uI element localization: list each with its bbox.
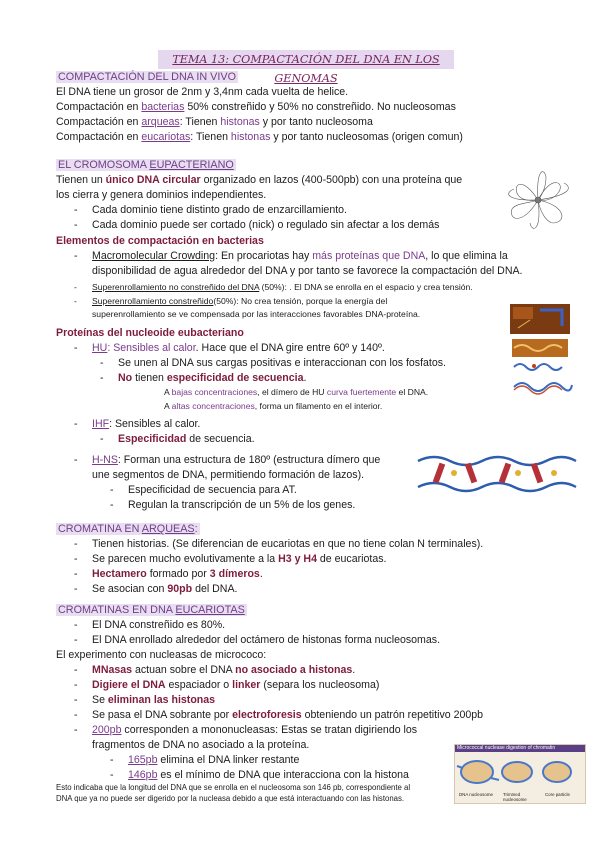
text-line: fragmentos de DNA no asociado a la proteína. bbox=[92, 739, 310, 751]
list-item: - Cada dominio tiene distinto grado de enzarcillamiento. bbox=[74, 204, 347, 216]
list-item-ihf: - IHF: Sensibles al calor. bbox=[74, 418, 201, 430]
note-line: DNA que ya no puede ser digerido por la nucleasa debido a que está interactuando con las histonas. bbox=[56, 794, 405, 803]
section-heading-proteinas: Proteínas del nucleoide eubacteriano bbox=[56, 327, 244, 339]
list-item: - Superenrollamiento no constreñido del DNA (50%): . El DNA se enrolla en el espacio y crea tensión. bbox=[74, 282, 473, 292]
section-heading-in-vivo: COMPACTACIÓN DEL DNA IN VIVO bbox=[58, 71, 236, 83]
list-item: - Especificidad de secuencia para AT. bbox=[110, 484, 297, 496]
text-line: Compactación en bacterias 50% constreñido y 50% no constreñido. No nucleosomas bbox=[56, 101, 456, 113]
text-line: los cierra y genera dominios independientes. bbox=[56, 189, 267, 201]
list-item-hns: - H-NS: Forman una estructura de 180º (estructura dímero que bbox=[74, 454, 381, 466]
list-item: - Macromolecular Crowding: En procariotas hay más proteínas que DNA, lo que elimina la bbox=[74, 250, 508, 262]
list-item: - Se parecen mucho evolutivamente a la H3 y H4 de eucariotas. bbox=[74, 553, 387, 565]
hu-micrograph-figure bbox=[510, 304, 570, 334]
text-line: Compactación en eucariotas: Tienen histonas y por tanto nucleosomas (origen comun) bbox=[56, 131, 463, 143]
list-item: - No tienen especificidad de secuencia. bbox=[100, 372, 307, 384]
list-item: - 165pb elimina el DNA linker restante bbox=[110, 754, 300, 766]
figure-caption-3: Core particle bbox=[545, 792, 570, 797]
list-item: - El DNA constreñido es 80%. bbox=[74, 619, 226, 631]
hns-bridging-figure bbox=[414, 447, 582, 503]
list-item: - Digiere el DNA espaciador o linker (separa los nucleosoma) bbox=[74, 679, 380, 691]
nucleosome-drawing bbox=[455, 752, 585, 792]
text-line: A bajas concentraciones, el dímero de HU curva fuertemente el DNA. bbox=[164, 387, 429, 397]
list-item: - Se pasa el DNA sobrante por electroforesis obteniendo un patrón repetitivo 200pb bbox=[74, 709, 484, 721]
list-item: - 146pb es el mínimo de DNA que interacciona con la histona bbox=[110, 769, 409, 781]
list-item: - Tienen historias. (Se diferencian de eucariotas en que no tiene colan N terminales). bbox=[74, 538, 484, 550]
list-item: - Se asocian con 90pb del DNA. bbox=[74, 583, 238, 595]
figure-header: Micrococcal nuclease digestion of chromatin bbox=[455, 745, 585, 752]
text-line: disponibilidad de agua alrededor del DNA y por tanto se favorece la compactación del DNA. bbox=[92, 265, 523, 277]
text-line: A altas concentraciones, forma un filamento en el interior. bbox=[164, 401, 383, 411]
section-heading-elementos: Elementos de compactación en bacterias bbox=[56, 235, 264, 247]
list-item: - 200pb corresponden a mononucleasas: Estas se tratan digiriendo los bbox=[74, 724, 418, 736]
text-line: El experimento con nucleasas de micrococo: bbox=[56, 649, 267, 661]
chromosome-loops-figure bbox=[502, 165, 574, 235]
list-item: - Superenrollamiento constreñido(50%): No crea tensión, porque la energía del bbox=[74, 296, 388, 306]
figure-caption-1: DNA nucleosome bbox=[459, 792, 493, 797]
list-item: - Se eliminan las histonas bbox=[74, 694, 216, 706]
list-item: - Regulan la transcripción de un 5% de los genes. bbox=[110, 499, 356, 511]
list-item-hu: - HU: Sensibles al calor. Hace que el DNA gire entre 60º y 140º. bbox=[74, 342, 385, 354]
section-heading-eupacteriano: EL CROMOSOMA EUPACTERIANO bbox=[58, 159, 234, 171]
note-line: Esto indicaba que la longitud del DNA que se enrolla en el nucleosoma son 146 pb, correspondiente al bbox=[56, 783, 411, 792]
page-title: TEMA 13: COMPACTACIÓN DEL DNA EN LOS GENOMAS bbox=[158, 50, 454, 69]
list-item: - Especificidad de secuencia. bbox=[100, 433, 255, 445]
list-item: - Hectamero formado por 3 dímeros. bbox=[74, 568, 263, 580]
list-item: - Se unen al DNA sus cargas positivas e interaccionan con los fosfatos. bbox=[100, 357, 446, 369]
list-item: - El DNA enrollado alrededor del octámero de histonas forma nucleosomas. bbox=[74, 634, 441, 646]
text-line: superenrollamiento se ve compensada por las interacciones favorables DNA-proteína. bbox=[92, 309, 421, 319]
mnase-digestion-figure bbox=[454, 744, 586, 804]
text-line: Compactación en arqueas: Tienen histonas y por tanto nucleosoma bbox=[56, 116, 373, 128]
hu-dna-curvature-figure bbox=[512, 335, 574, 401]
text-line: El DNA tiene un grosor de 2nm y 3,4nm cada vuelta de helice. bbox=[56, 86, 349, 98]
text-line: une segmentos de DNA, permitiendo formación de lazos). bbox=[92, 469, 365, 481]
list-item: - MNasas actuan sobre el DNA no asociado a histonas. bbox=[74, 664, 356, 676]
section-heading-arqueas: CROMATINA EN ARQUEAS: bbox=[58, 523, 198, 535]
list-item: - Cada dominio puede ser cortado (nick) o regulado sin afectar a los demás bbox=[74, 219, 440, 231]
figure-caption-2: Trimmed nucleosome bbox=[503, 792, 527, 802]
section-heading-eucariotas: CROMATINAS EN DNA EUCARIOTAS bbox=[58, 604, 245, 616]
text-line: Tienen un único DNA circular organizado en lazos (400-500pb) con una proteína que bbox=[56, 174, 463, 186]
